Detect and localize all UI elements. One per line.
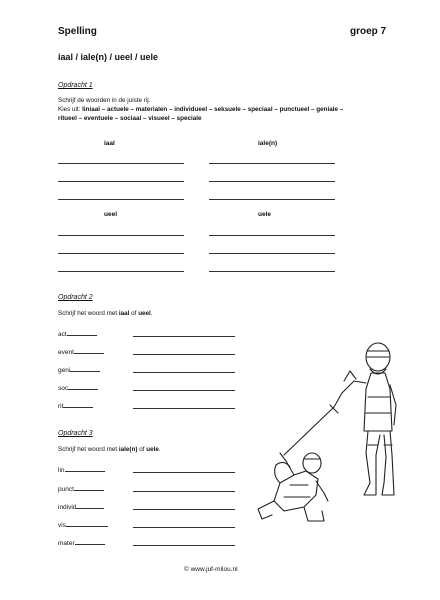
word-stem-lin: lin xyxy=(58,465,105,474)
answer-line[interactable] xyxy=(209,235,335,236)
answer-line[interactable] xyxy=(133,336,235,337)
answer-line[interactable] xyxy=(133,509,235,510)
assignment3-instruction: Schrijf het woord met iale(n) of uele. xyxy=(58,446,161,453)
answer-line[interactable] xyxy=(133,354,235,355)
answer-line[interactable] xyxy=(209,181,335,182)
worksheet-subtitle: iaal / iale(n) / ueel / uele xyxy=(58,52,159,62)
answer-line[interactable] xyxy=(58,199,184,200)
column-header-ueel: ueel xyxy=(104,211,118,218)
answer-line[interactable] xyxy=(58,253,184,254)
assignment1-heading: Opdracht 1 xyxy=(58,82,93,89)
word-stem-geni: geni xyxy=(58,365,100,374)
grade-label: groep 7 xyxy=(350,26,387,37)
assignment1-instruction: Schrijf de woorden in de juiste rij. xyxy=(58,97,151,104)
footer-copyright: © www.juf-milou.nl xyxy=(184,566,238,573)
assignment2-instruction: Schrijf het woord met iaal of ueel. xyxy=(58,310,153,317)
kneeling-knight-figure xyxy=(258,453,328,521)
answer-line[interactable] xyxy=(133,472,235,473)
column-header-uele: uele xyxy=(258,211,272,218)
word-stem-vis: vis xyxy=(58,520,108,529)
assignment3-heading: Opdracht 3 xyxy=(58,430,93,437)
answer-line[interactable] xyxy=(133,491,235,492)
knights-fighting-illustration xyxy=(250,335,400,530)
answer-line[interactable] xyxy=(209,199,335,200)
answer-line[interactable] xyxy=(58,271,184,272)
worksheet-title: Spelling xyxy=(58,26,97,37)
answer-line[interactable] xyxy=(133,372,235,373)
word-stem-act: act xyxy=(58,329,97,338)
word-stem-individ: individ xyxy=(58,502,104,511)
assignment1-word-list-line2: ritueel – eventuele – sociaal – visueel – speciale xyxy=(58,115,202,122)
word-stem-mater: mater xyxy=(58,538,105,547)
answer-line[interactable] xyxy=(133,408,235,409)
answer-line[interactable] xyxy=(209,253,335,254)
answer-line[interactable] xyxy=(133,545,235,546)
assignment2-heading: Opdracht 2 xyxy=(58,294,93,301)
answer-line[interactable] xyxy=(58,235,184,236)
word-stem-soc: soc xyxy=(58,383,98,392)
answer-line[interactable] xyxy=(133,527,235,528)
answer-line[interactable] xyxy=(58,163,184,164)
assignment1-word-list-line1: Kies uit: liniaal – actuele – materialen – individueel – seksuele – speciaal – punctueel – geniale – xyxy=(58,106,344,113)
answer-line[interactable] xyxy=(58,181,184,182)
answer-line[interactable] xyxy=(133,390,235,391)
answer-line[interactable] xyxy=(209,271,335,272)
word-stem-punct: punct xyxy=(58,484,104,493)
column-header-iaal: iaal xyxy=(104,140,115,147)
word-stem-rit: rit xyxy=(58,401,93,410)
word-stem-event: event xyxy=(58,347,104,356)
answer-line[interactable] xyxy=(209,163,335,164)
column-header-iale: iale(n) xyxy=(258,140,278,147)
